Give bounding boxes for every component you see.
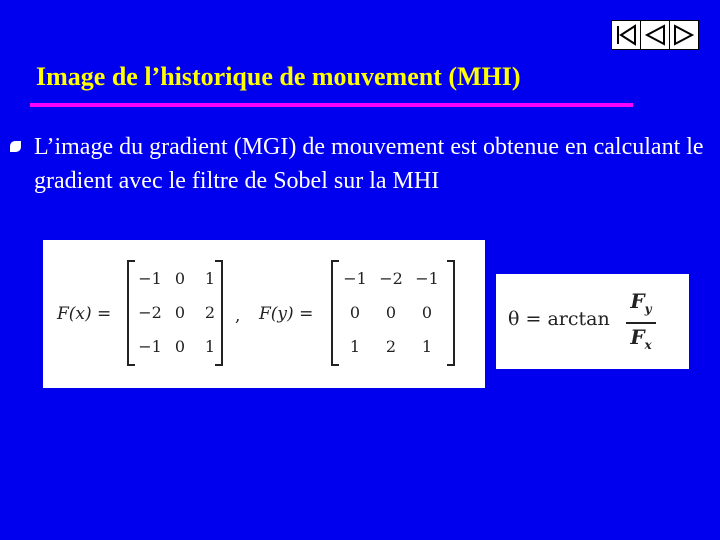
theta-fraction [626, 288, 656, 358]
matrix-cell: 1 [204, 337, 216, 356]
matrix-cell: −1 [138, 269, 162, 288]
matrix-cell: −2 [379, 269, 403, 288]
matrix-y-left-bracket [331, 260, 339, 366]
title-underline [30, 103, 633, 107]
sobel-x-matrix [137, 262, 223, 364]
matrix-cell: −1 [343, 269, 367, 288]
matrix-x-left-bracket [127, 260, 135, 366]
previous-slide-button[interactable] [641, 21, 670, 49]
sobel-formula-box [43, 240, 485, 388]
slide-title: Image de l’historique de mouvement (MHI) [36, 62, 521, 91]
matrix-cell: −1 [138, 337, 162, 356]
theta-formula-box [496, 274, 689, 369]
previous-slide-icon [643, 24, 667, 46]
first-slide-button[interactable] [612, 21, 641, 49]
matrix-cell: 0 [349, 303, 361, 322]
matrix-cell: 2 [204, 303, 216, 322]
theta-numerator: $F_y$ [630, 289, 652, 316]
fx-label: F(x) = [57, 304, 112, 324]
matrix-cell: −2 [138, 303, 162, 322]
matrix-cell: 0 [174, 269, 186, 288]
next-slide-icon [672, 24, 696, 46]
matrix-cell: 1 [421, 337, 433, 356]
matrix-cell: 0 [174, 303, 186, 322]
separator: , [235, 306, 241, 326]
matrix-cell: 1 [204, 269, 216, 288]
fy-label: F(y) = [259, 304, 314, 324]
matrix-cell: 2 [385, 337, 397, 356]
matrix-cell: 0 [421, 303, 433, 322]
matrix-cell: 0 [385, 303, 397, 322]
matrix-cell: 0 [174, 337, 186, 356]
matrix-x-right-bracket [215, 260, 223, 366]
sobel-y-matrix [339, 262, 443, 364]
bullet-text: L’image du gradient (MGI) de mouvement est obtenue en calculant le gradient avec le filtre de Sobel sur la MHI [34, 134, 704, 194]
matrix-cell: −1 [415, 269, 439, 288]
matrix-cell: 1 [349, 337, 361, 356]
first-slide-icon [614, 24, 638, 46]
matrix-y-right-bracket [447, 260, 455, 366]
slide-navigation [611, 20, 699, 50]
theta-denominator: $F_x$ [630, 325, 652, 352]
theta-label: θ = arctan [508, 308, 610, 330]
bullet-icon [10, 141, 21, 152]
next-slide-button[interactable] [670, 21, 698, 49]
